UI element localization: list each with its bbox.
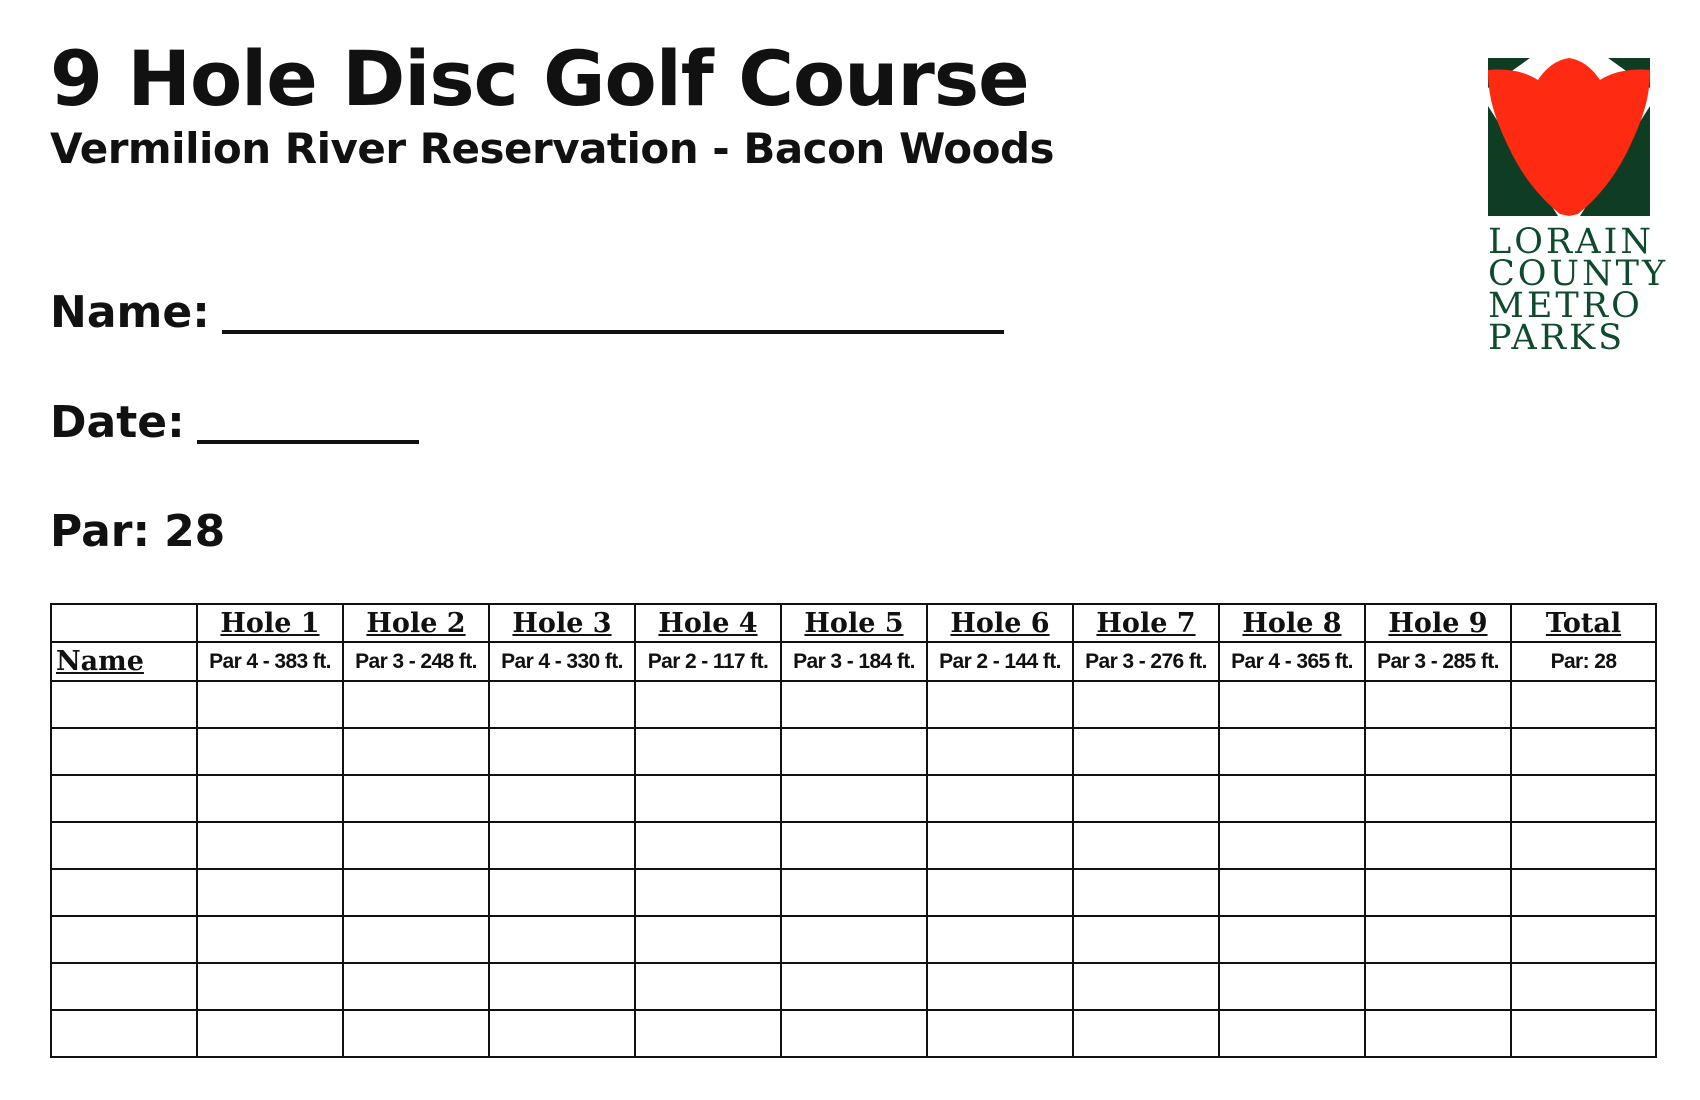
par-field [50, 505, 225, 559]
hole-2-info: Par 3 - 248 ft. [343, 642, 489, 681]
score-cell[interactable] [489, 681, 635, 728]
score-cell[interactable] [197, 916, 343, 963]
hole-2-header: Hole 2 [343, 604, 489, 642]
par-value: 28 [164, 506, 226, 557]
table-row [51, 869, 1656, 916]
hole-8-info: Par 4 - 365 ft. [1219, 642, 1365, 681]
score-cell[interactable] [1365, 1010, 1511, 1057]
player-name-cell[interactable] [51, 681, 197, 728]
score-cell[interactable] [1219, 963, 1365, 1010]
score-cell[interactable] [343, 775, 489, 822]
lorain-county-metro-parks-logo [1488, 58, 1669, 358]
score-cell[interactable] [489, 728, 635, 775]
score-cell[interactable] [197, 963, 343, 1010]
score-cell[interactable] [1073, 1010, 1219, 1057]
score-cell[interactable] [1365, 916, 1511, 963]
scorecard-table [50, 603, 1657, 1058]
player-name-cell[interactable] [51, 822, 197, 869]
hole-4-header: Hole 4 [635, 604, 781, 642]
score-cell[interactable] [1219, 681, 1365, 728]
corner-cell [51, 604, 197, 642]
date-write-line[interactable] [197, 400, 419, 444]
score-cell[interactable] [197, 775, 343, 822]
score-cell[interactable] [197, 728, 343, 775]
score-cell[interactable] [489, 822, 635, 869]
par-info-row [51, 642, 1656, 681]
hole-7-info: Par 3 - 276 ft. [1073, 642, 1219, 681]
player-name-cell[interactable] [51, 869, 197, 916]
score-cell[interactable] [1365, 822, 1511, 869]
score-cell[interactable] [927, 916, 1073, 963]
score-cell[interactable] [927, 963, 1073, 1010]
score-cell[interactable] [1073, 822, 1219, 869]
logo-line-parks: PARKS [1488, 318, 1626, 358]
score-cell[interactable] [489, 963, 635, 1010]
score-cell[interactable] [343, 916, 489, 963]
score-cell[interactable] [635, 775, 781, 822]
player-name-cell[interactable] [51, 775, 197, 822]
total-score-cell[interactable] [1511, 963, 1656, 1010]
player-name-cell[interactable] [51, 963, 197, 1010]
hole-6-header: Hole 6 [927, 604, 1073, 642]
score-cell[interactable] [343, 1010, 489, 1057]
score-cell[interactable] [635, 681, 781, 728]
score-cell[interactable] [781, 728, 927, 775]
name-write-line[interactable] [222, 290, 1004, 334]
table-row [51, 963, 1656, 1010]
page-title: 9 Hole Disc Golf Course [50, 34, 1029, 123]
score-cell[interactable] [197, 822, 343, 869]
hole-7-header: Hole 7 [1073, 604, 1219, 642]
score-cell[interactable] [343, 681, 489, 728]
score-cell[interactable] [927, 822, 1073, 869]
score-cell[interactable] [1073, 869, 1219, 916]
score-cell[interactable] [1073, 775, 1219, 822]
score-cell[interactable] [1073, 963, 1219, 1010]
score-cell[interactable] [1365, 869, 1511, 916]
score-cell[interactable] [927, 681, 1073, 728]
total-score-cell[interactable] [1511, 728, 1656, 775]
total-score-cell[interactable] [1511, 869, 1656, 916]
score-cell[interactable] [1073, 728, 1219, 775]
score-cell[interactable] [489, 1010, 635, 1057]
score-cell[interactable] [1219, 822, 1365, 869]
total-score-cell[interactable] [1511, 775, 1656, 822]
hole-6-info: Par 2 - 144 ft. [927, 642, 1073, 681]
total-score-cell[interactable] [1511, 681, 1656, 728]
score-cell[interactable] [1365, 775, 1511, 822]
score-cell[interactable] [781, 963, 927, 1010]
total-header: Total [1511, 604, 1656, 642]
player-name-cell[interactable] [51, 728, 197, 775]
par-label: Par: [50, 506, 151, 557]
hole-5-info: Par 3 - 184 ft. [781, 642, 927, 681]
hole-8-header: Hole 8 [1219, 604, 1365, 642]
page-subtitle: Vermilion River Reservation - Bacon Woods [50, 124, 1055, 173]
score-cell[interactable] [489, 916, 635, 963]
logo-text [1488, 222, 1669, 358]
score-cell[interactable] [343, 822, 489, 869]
logo-line-metro: METRO [1488, 286, 1643, 326]
score-cell[interactable] [635, 1010, 781, 1057]
score-cell[interactable] [635, 822, 781, 869]
score-cell[interactable] [927, 869, 1073, 916]
hole-4-info: Par 2 - 117 ft. [635, 642, 781, 681]
score-cell[interactable] [197, 681, 343, 728]
score-cell[interactable] [781, 869, 927, 916]
hole-1-header: Hole 1 [197, 604, 343, 642]
name-field [50, 286, 1004, 340]
total-score-cell[interactable] [1511, 916, 1656, 963]
name-label: Name: [50, 287, 210, 338]
name-column-header: Name [51, 642, 197, 681]
score-cell[interactable] [1073, 681, 1219, 728]
date-label: Date: [50, 397, 185, 448]
score-cell[interactable] [197, 869, 343, 916]
score-cell[interactable] [781, 916, 927, 963]
table-row [51, 1010, 1656, 1057]
hole-9-header: Hole 9 [1365, 604, 1511, 642]
score-cell[interactable] [343, 963, 489, 1010]
score-cell[interactable] [1365, 728, 1511, 775]
score-cell[interactable] [489, 775, 635, 822]
total-score-cell[interactable] [1511, 822, 1656, 869]
logo-line-county: COUNTY [1488, 254, 1669, 294]
score-cell[interactable] [781, 681, 927, 728]
hole-5-header: Hole 5 [781, 604, 927, 642]
table-row [51, 775, 1656, 822]
hole-header-row [51, 604, 1656, 642]
total-score-cell[interactable] [1511, 1010, 1656, 1057]
score-cell[interactable] [1365, 963, 1511, 1010]
hole-9-info: Par 3 - 285 ft. [1365, 642, 1511, 681]
score-cell[interactable] [1219, 728, 1365, 775]
score-cell[interactable] [1219, 916, 1365, 963]
score-cell[interactable] [927, 775, 1073, 822]
table-row [51, 728, 1656, 775]
score-cell[interactable] [781, 775, 927, 822]
table-row [51, 681, 1656, 728]
logo-line-lorain: LORAIN [1488, 222, 1655, 262]
player-name-cell[interactable] [51, 1010, 197, 1057]
score-cell[interactable] [197, 1010, 343, 1057]
hole-3-header: Hole 3 [489, 604, 635, 642]
score-cell[interactable] [489, 869, 635, 916]
score-cell[interactable] [781, 822, 927, 869]
player-name-cell[interactable] [51, 916, 197, 963]
score-cell[interactable] [1219, 1010, 1365, 1057]
score-cell[interactable] [1219, 775, 1365, 822]
score-cell[interactable] [635, 916, 781, 963]
score-cell[interactable] [343, 869, 489, 916]
score-cell[interactable] [1219, 869, 1365, 916]
score-cell[interactable] [1365, 681, 1511, 728]
score-cell[interactable] [635, 963, 781, 1010]
score-cell[interactable] [635, 728, 781, 775]
table-row [51, 916, 1656, 963]
score-cell[interactable] [927, 728, 1073, 775]
score-cell[interactable] [343, 728, 489, 775]
arrowhead-icon [1488, 58, 1650, 216]
score-cell[interactable] [1073, 916, 1219, 963]
score-cell[interactable] [927, 1010, 1073, 1057]
date-field [50, 396, 419, 450]
hole-3-info: Par 4 - 330 ft. [489, 642, 635, 681]
score-cell[interactable] [635, 869, 781, 916]
score-cell[interactable] [781, 1010, 927, 1057]
hole-1-info: Par 4 - 383 ft. [197, 642, 343, 681]
total-info: Par: 28 [1511, 642, 1656, 681]
table-row [51, 822, 1656, 869]
